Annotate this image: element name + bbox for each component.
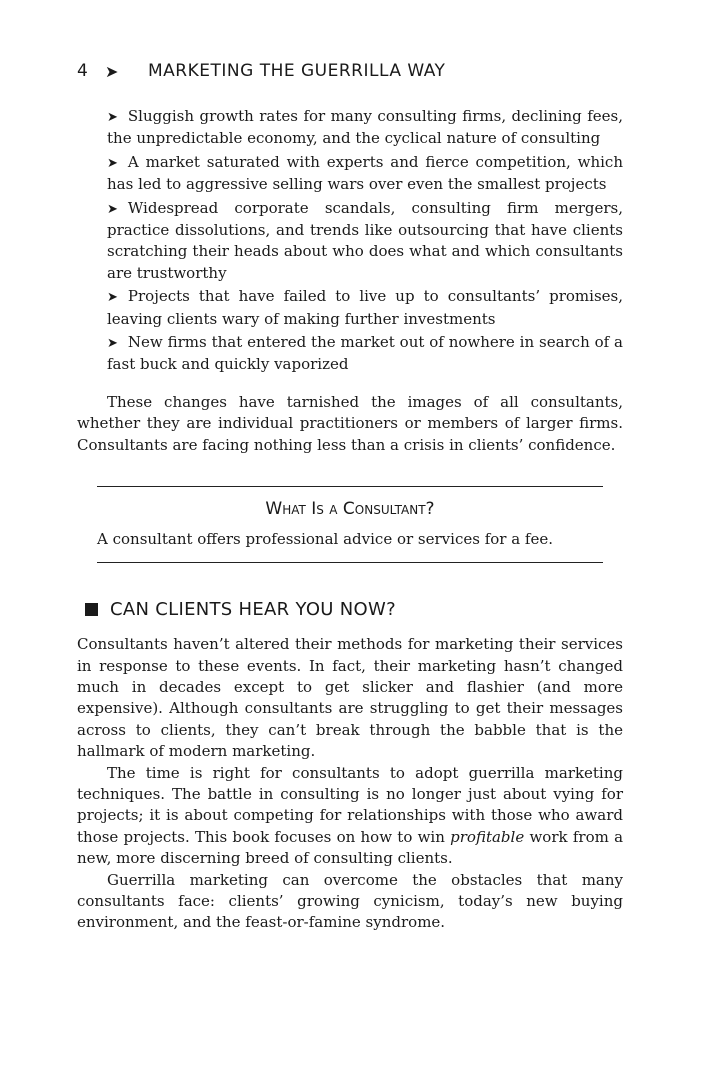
list-item: ➤ New firms that entered the market out of nowhere in search of a fast buck and quickly vaporized: [107, 333, 623, 374]
list-item: ➤ A market saturated with experts and fierce competition, which has led to aggressive selling wars over even the smallest projects: [107, 152, 623, 194]
arrow-bullet-icon: ➤: [107, 201, 118, 217]
body-paragraph: Guerrilla marketing can overcome the obstacles that many consultants face: clients’ growing cynicism, today’s new buying environment, and the feast-or-famine syndrome.: [77, 870, 623, 932]
arrow-bullet-icon: ➤: [107, 110, 118, 125]
definition-sidebar: [97, 486, 603, 563]
running-head: [77, 56, 623, 86]
arrow-bullet-icon: ➤: [107, 336, 118, 352]
running-head-title: MARKETING THE GUERRILLA WAY: [148, 61, 446, 81]
left-arrow-icon: ➤: [105, 61, 119, 81]
section-heading-text: CAN CLIENTS HEAR YOU NOW?: [110, 599, 396, 621]
section-heading: [77, 599, 623, 620]
body-paragraph: The time is right for consultants to adopt guerrilla marketing techniques. The battle in consulting is no longer just about vying for projects; it is about competing for relationships with those who award those projects. This book focuses on how to win profitable work from a new, more discerning breed of consulting clients.: [77, 763, 624, 868]
body-paragraph: Consultants haven’t altered their methods for marketing their services in response to these events. In fact, their marketing hasn’t changed much in decades except to get slicker and flashier (and more expensive). Although consultants are struggling to get their messages across to clients, they can’t break through the babble that is the hallmark of modern marketing.: [77, 635, 623, 761]
sidebar-title: What Is a Consultant?: [265, 499, 435, 520]
section-body: [77, 634, 623, 934]
arrow-bullet-icon: ➤: [107, 290, 118, 306]
arrow-bullet-icon: ➤: [107, 155, 118, 171]
list-item: ➤ Projects that have failed to live up to consultants’ promises, leaving clients wary of making further investments: [107, 287, 623, 328]
sidebar-text: A consultant offers professional advice or services for a fee.: [97, 530, 553, 549]
square-bullet-icon: [85, 603, 98, 616]
page-number: 4: [77, 61, 89, 81]
list-item: ➤ Widespread corporate scandals, consulting firm mergers, practice dissolutions, and trends like outsourcing that have clients scratching their heads about who does what and which consultants are trustworthy: [107, 198, 623, 282]
list-item: ➤ Sluggish growth rates for many consulting firms, declining fees, the unpredictable economy, and the cyclical nature of consulting: [107, 107, 623, 148]
emphasis-text: profitable: [450, 827, 525, 846]
book-page: [77, 56, 623, 934]
summary-paragraph: These changes have tarnished the images of all consultants, whether they are individual practitioners or members of larger firms. Consultants are facing nothing less than a crisis in clients’ confidence.: [77, 392, 623, 454]
bullet-list: [107, 106, 623, 376]
